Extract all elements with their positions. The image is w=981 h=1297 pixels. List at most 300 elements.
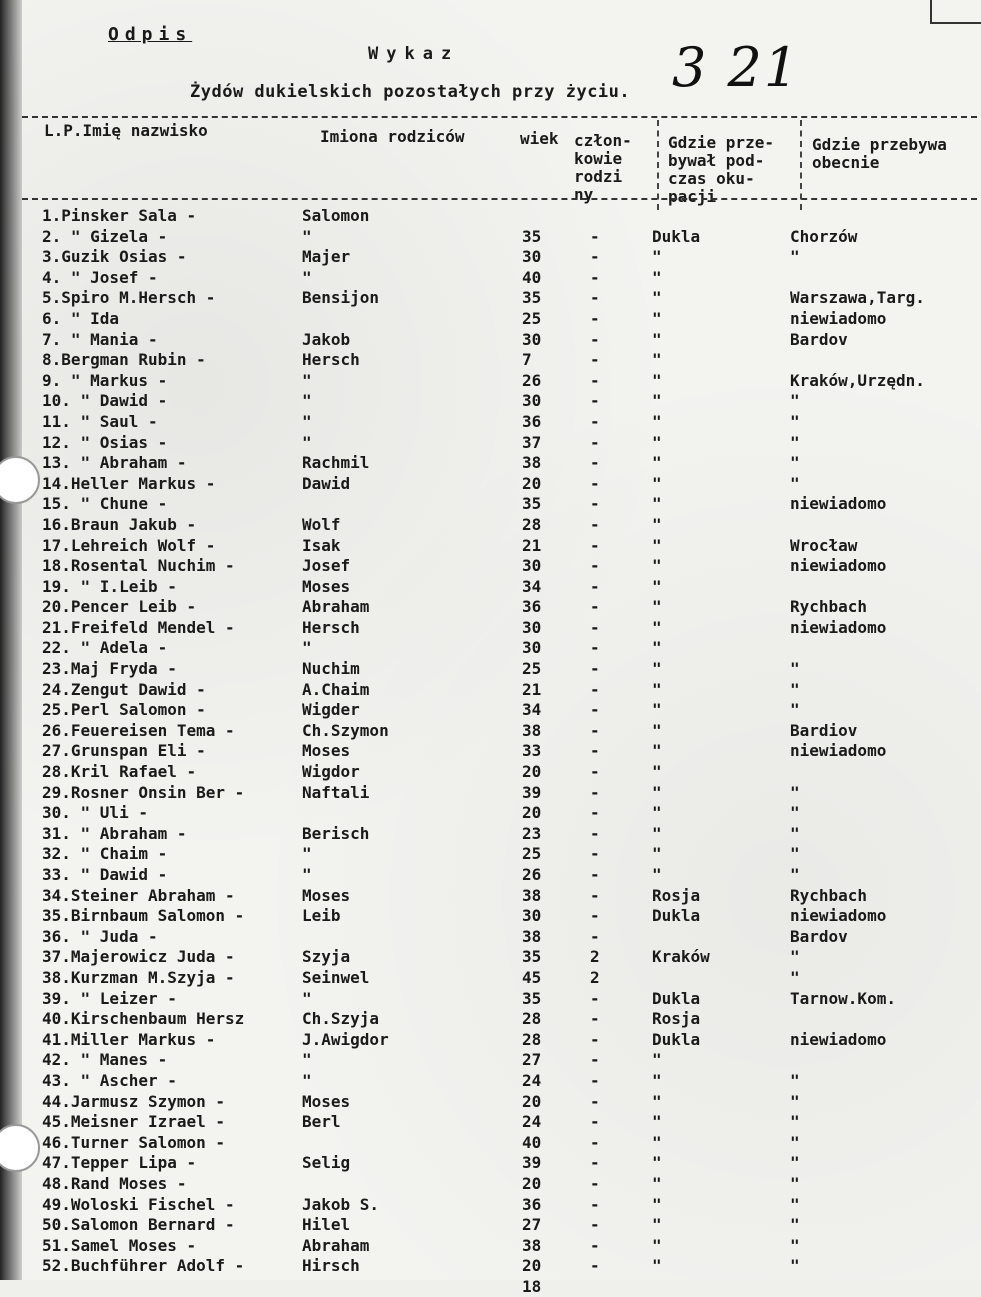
parents-names: " <box>302 226 312 246</box>
parents-names: Selig <box>302 1153 351 1173</box>
age: 27 <box>522 1215 542 1235</box>
parents-names: Berisch <box>302 823 370 843</box>
table-row <box>0 288 981 309</box>
table-row <box>0 309 981 330</box>
occupation-location: " <box>652 370 662 390</box>
family-members: - <box>590 432 600 452</box>
parents-names: Rachmil <box>302 453 370 473</box>
age: 36 <box>522 1194 542 1214</box>
current-location: " <box>790 700 800 720</box>
table-row <box>0 597 981 618</box>
age: 28 <box>522 1029 542 1049</box>
person-name: 44.Jarmusz Szymon - <box>42 1091 226 1111</box>
parents-names: Naftali <box>302 782 370 802</box>
person-name: 37.Majerowicz Juda - <box>42 947 235 967</box>
table-row <box>0 1050 981 1071</box>
family-members: - <box>590 926 600 946</box>
parents-names: " <box>302 988 312 1008</box>
col-header-parents: Imiona rodziców <box>320 127 465 146</box>
family-members: - <box>590 700 600 720</box>
current-location: niewiadomo <box>790 494 887 514</box>
person-name: 46.Turner Salomon - <box>42 1132 226 1152</box>
age: 38 <box>522 453 542 473</box>
table-row <box>0 1030 981 1051</box>
current-location: " <box>790 782 800 802</box>
parents-names: Majer <box>302 247 351 267</box>
family-members: - <box>590 1235 600 1255</box>
occupation-location: " <box>652 1091 662 1111</box>
occupation-location: " <box>652 247 662 267</box>
current-location: " <box>790 803 800 823</box>
current-location: Rychbach <box>790 885 868 905</box>
current-location: " <box>790 473 800 493</box>
age: 26 <box>522 865 542 884</box>
person-name: 4. " Josef - <box>42 267 158 287</box>
parents-names: A.Chaim <box>302 679 370 699</box>
parents-names: " <box>302 432 312 452</box>
parents-names: Wolf <box>302 514 341 534</box>
occupation-location: " <box>652 1112 662 1132</box>
age: 37 <box>522 432 542 452</box>
parents-names: Ch.Szymon <box>302 720 389 740</box>
col-header-occupation: Gdzie prze- bywał pod- czas oku- pacji <box>668 133 774 206</box>
age: 38 <box>522 926 542 946</box>
family-members: - <box>590 514 600 534</box>
table-row <box>0 1236 981 1257</box>
occupation-location: Dukla <box>652 1029 701 1049</box>
family-members: - <box>590 803 600 823</box>
person-name: 8.Bergman Rubin - <box>42 350 206 370</box>
age: 35 <box>522 947 542 967</box>
person-name: 6. " Ida <box>42 308 120 328</box>
family-members: 2 <box>590 967 600 987</box>
occupation-location: " <box>652 432 662 452</box>
current-location: " <box>790 844 800 864</box>
handwritten-number: 3 21 <box>672 36 801 99</box>
occupation-location: Rosja <box>652 885 701 905</box>
age: 35 <box>522 288 542 308</box>
table-row <box>0 762 981 783</box>
parents-names: Szyja <box>302 947 351 967</box>
occupation-location: " <box>652 659 662 679</box>
age: 36 <box>522 597 542 617</box>
table-row <box>0 1133 981 1154</box>
person-name: 30. " Uli - <box>42 803 148 823</box>
family-members: - <box>590 370 600 390</box>
age: 45 <box>522 967 542 987</box>
parents-names: " <box>302 844 312 864</box>
age: 38 <box>522 720 542 740</box>
parents-names: Hilel <box>302 1215 351 1235</box>
age: 30 <box>522 391 542 411</box>
current-location: niewiadomo <box>790 308 887 328</box>
family-members: - <box>590 1050 600 1070</box>
age: 35 <box>522 226 542 246</box>
person-name: 35.Birnbaum Salomon - <box>42 906 245 926</box>
current-location: " <box>790 432 800 452</box>
current-location: " <box>790 411 800 431</box>
family-members: - <box>590 782 600 802</box>
current-location: " <box>790 1256 800 1276</box>
current-location: niewiadomo <box>790 906 887 926</box>
header-rule-bottom <box>22 198 977 200</box>
table-row <box>0 474 981 495</box>
person-name: 52.Buchführer Adolf - <box>42 1256 245 1276</box>
age: 33 <box>522 741 542 761</box>
age: 35 <box>522 494 542 514</box>
occupation-location: " <box>652 1256 662 1276</box>
age: 24 <box>522 1070 542 1090</box>
family-members: - <box>590 411 600 431</box>
parents-names: Moses <box>302 1091 351 1111</box>
occupation-location: " <box>652 288 662 308</box>
occupation-location: " <box>652 638 662 658</box>
table-row <box>0 906 981 927</box>
parents-names: Salomon <box>302 206 370 225</box>
family-members: - <box>590 453 600 473</box>
current-location: " <box>790 1153 800 1173</box>
table-row <box>0 1112 981 1133</box>
age: 20 <box>522 762 542 782</box>
table-row <box>0 268 981 289</box>
person-name: 9. " Markus - <box>42 370 168 390</box>
current-location: Bardov <box>790 329 848 349</box>
person-name: 41.Miller Markus - <box>42 1029 216 1049</box>
person-name: 47.Tepper Lipa - <box>42 1153 197 1173</box>
parents-names: Ch.Szyja <box>302 1009 380 1029</box>
age: 26 <box>522 370 542 390</box>
person-name: 49.Woloski Fischel - <box>42 1194 235 1214</box>
person-name: 45.Meisner Izrael - <box>42 1112 226 1132</box>
current-location: niewiadomo <box>790 741 887 761</box>
table-row <box>0 824 981 845</box>
odpis-heading: Odpis <box>108 24 193 45</box>
family-members: 2 <box>590 947 600 967</box>
age: 18 <box>522 1276 542 1296</box>
age: 38 <box>522 1235 542 1255</box>
person-name: 29.Rosner Onsin Ber - <box>42 782 245 802</box>
parents-names: " <box>302 370 312 390</box>
parents-names: Abraham <box>302 1235 370 1255</box>
col-header-age: wiek <box>520 129 559 148</box>
person-name: 26.Feuereisen Tema - <box>42 720 235 740</box>
occupation-location: " <box>652 453 662 473</box>
family-members: - <box>590 1009 600 1029</box>
person-name: 28.Kril Rafael - <box>42 762 197 782</box>
col-header-current: Gdzie przebywa obecnie <box>812 135 947 172</box>
person-name: 14.Heller Markus - <box>42 473 216 493</box>
person-name: 7. " Mania - <box>42 329 158 349</box>
occupation-location: " <box>652 700 662 720</box>
family-members: - <box>590 865 600 884</box>
occupation-location: " <box>652 1050 662 1070</box>
parents-names: Moses <box>302 576 351 596</box>
person-name: 38.Kurzman M.Szyja - <box>42 967 235 987</box>
table-row <box>0 1174 981 1195</box>
family-members: - <box>590 494 600 514</box>
family-members: - <box>590 391 600 411</box>
person-name: 11. " Saul - <box>42 411 158 431</box>
family-members: - <box>590 350 600 370</box>
table-row <box>0 515 981 536</box>
age: 34 <box>522 700 542 720</box>
parents-names: " <box>302 267 312 287</box>
family-members: - <box>590 638 600 658</box>
occupation-location: " <box>652 267 662 287</box>
occupation-location: " <box>652 514 662 534</box>
current-location: Kraków,Urzędn. <box>790 370 925 390</box>
occupation-location: " <box>652 617 662 637</box>
age: 20 <box>522 1091 542 1111</box>
age: 25 <box>522 659 542 679</box>
table-row <box>0 227 981 248</box>
family-members: - <box>590 556 600 576</box>
age: 20 <box>522 473 542 493</box>
parents-names: Hersch <box>302 350 360 370</box>
current-location: Bardov <box>790 926 848 946</box>
family-members: - <box>590 741 600 761</box>
family-members: - <box>590 617 600 637</box>
table-row <box>0 1195 981 1216</box>
parents-names: Moses <box>302 741 351 761</box>
person-name: 25.Perl Salomon - <box>42 700 206 720</box>
parents-names: Nuchim <box>302 659 360 679</box>
occupation-location: " <box>652 1215 662 1235</box>
person-name: 12. " Osias - <box>42 432 168 452</box>
age: 23 <box>522 823 542 843</box>
family-members: - <box>590 1112 600 1132</box>
family-members: - <box>590 226 600 246</box>
person-name: 51.Samel Moses - <box>42 1235 197 1255</box>
table-row <box>0 968 981 989</box>
occupation-location: " <box>652 803 662 823</box>
table-row <box>0 350 981 371</box>
table-row <box>0 494 981 515</box>
person-name: 21.Freifeld Mendel - <box>42 617 235 637</box>
parents-names: " <box>302 638 312 658</box>
occupation-location: " <box>652 782 662 802</box>
current-location: " <box>790 247 800 267</box>
occupation-location: " <box>652 762 662 782</box>
family-members: - <box>590 762 600 782</box>
parents-names: Moses <box>302 885 351 905</box>
occupation-location: " <box>652 576 662 596</box>
age: 20 <box>522 1256 542 1276</box>
family-members: - <box>590 1194 600 1214</box>
family-members: - <box>590 1215 600 1235</box>
wykaz-heading: Wykaz <box>368 44 460 64</box>
age: 40 <box>522 267 542 287</box>
family-members: - <box>590 1256 600 1276</box>
occupation-location: " <box>652 329 662 349</box>
table-row <box>0 556 981 577</box>
occupation-location: " <box>652 411 662 431</box>
family-members: - <box>590 267 600 287</box>
current-location: " <box>790 391 800 411</box>
family-members: - <box>590 659 600 679</box>
occupation-location: " <box>652 865 662 884</box>
parents-names: " <box>302 1050 312 1070</box>
age: 39 <box>522 1153 542 1173</box>
parents-names: " <box>302 391 312 411</box>
parents-names: Leib <box>302 906 341 926</box>
parents-names: Wigder <box>302 700 360 720</box>
parents-names: Wigdor <box>302 762 360 782</box>
table-row <box>0 638 981 659</box>
current-location: niewiadomo <box>790 617 887 637</box>
table-row <box>0 741 981 762</box>
table-row <box>0 989 981 1010</box>
family-members: - <box>590 823 600 843</box>
table-row <box>0 1256 981 1277</box>
occupation-location: " <box>652 308 662 328</box>
table-row <box>0 618 981 639</box>
table-row <box>0 391 981 412</box>
person-name: 16.Braun Jakub - <box>42 514 197 534</box>
person-name: 39. " Leizer - <box>42 988 177 1008</box>
person-name: 50.Salomon Bernard - <box>42 1215 235 1235</box>
family-members: - <box>590 988 600 1008</box>
table-row <box>0 844 981 865</box>
parents-names: Berl <box>302 1112 341 1132</box>
corner-mark <box>930 0 981 24</box>
current-location: " <box>790 823 800 843</box>
parents-names: J.Awigdor <box>302 1029 389 1049</box>
table-row <box>0 247 981 268</box>
current-location: " <box>790 865 800 884</box>
family-members: - <box>590 597 600 617</box>
current-location: " <box>790 453 800 473</box>
current-location: niewiadomo <box>790 1029 887 1049</box>
family-members: - <box>590 679 600 699</box>
age: 30 <box>522 556 542 576</box>
table-row <box>0 412 981 433</box>
parents-names: Dawid <box>302 473 351 493</box>
occupation-location: " <box>652 494 662 514</box>
age: 30 <box>522 247 542 267</box>
table-row <box>0 680 981 701</box>
family-members: - <box>590 288 600 308</box>
family-members: - <box>590 308 600 328</box>
table-row <box>0 536 981 557</box>
parents-names: Bensijon <box>302 288 380 308</box>
age: 24 <box>522 1112 542 1132</box>
table-row <box>0 371 981 392</box>
age: 21 <box>522 679 542 699</box>
age: 20 <box>522 1173 542 1193</box>
table-row <box>0 577 981 598</box>
parents-names: Isak <box>302 535 341 555</box>
age: 28 <box>522 514 542 534</box>
table-row <box>0 803 981 824</box>
person-name: 34.Steiner Abraham - <box>42 885 235 905</box>
person-name: 36. " Juda - <box>42 926 158 946</box>
current-location: " <box>790 1194 800 1214</box>
age: 7 <box>522 350 532 370</box>
family-members: - <box>590 247 600 267</box>
age: 27 <box>522 1050 542 1070</box>
family-members: - <box>590 1091 600 1111</box>
current-location: " <box>790 1235 800 1255</box>
family-members: - <box>590 885 600 905</box>
table-row <box>0 1092 981 1113</box>
family-members: - <box>590 473 600 493</box>
current-location: " <box>790 1215 800 1235</box>
occupation-location: Dukla <box>652 226 701 246</box>
person-name: 1.Pinsker Sala - <box>42 206 197 225</box>
age: 38 <box>522 885 542 905</box>
current-location: " <box>790 1070 800 1090</box>
occupation-location: " <box>652 1235 662 1255</box>
parents-names: " <box>302 411 312 431</box>
age: 30 <box>522 617 542 637</box>
current-location: " <box>790 947 800 967</box>
occupation-location: " <box>652 1132 662 1152</box>
table-row <box>0 721 981 742</box>
occupation-location: " <box>652 741 662 761</box>
person-name: 23.Maj Fryda - <box>42 659 177 679</box>
occupation-location: " <box>652 1194 662 1214</box>
person-name: 42. " Manes - <box>42 1050 168 1070</box>
person-name: 32. " Chaim - <box>42 844 168 864</box>
table-row <box>0 1071 981 1092</box>
family-members: - <box>590 576 600 596</box>
person-name: 43. " Ascher - <box>42 1070 177 1090</box>
person-name: 33. " Dawid - <box>42 865 168 884</box>
document-subtitle: Żydów dukielskich pozostałych przy życiu. <box>190 82 631 102</box>
person-name: 10. " Dawid - <box>42 391 168 411</box>
occupation-location: " <box>652 350 662 370</box>
current-location: " <box>790 679 800 699</box>
parents-names: " <box>302 865 312 884</box>
table-row <box>0 330 981 351</box>
family-members: - <box>590 1029 600 1049</box>
age: 28 <box>522 1009 542 1029</box>
occupation-location: Dukla <box>652 906 701 926</box>
occupation-location: " <box>652 391 662 411</box>
family-members: - <box>590 535 600 555</box>
age: 20 <box>522 803 542 823</box>
occupation-location: " <box>652 1173 662 1193</box>
person-name: 2. " Gizela - <box>42 226 168 246</box>
occupation-location: " <box>652 720 662 740</box>
table-row <box>0 1215 981 1236</box>
age: 21 <box>522 535 542 555</box>
person-name: 13. " Abraham - <box>42 453 187 473</box>
current-location: Rychbach <box>790 597 868 617</box>
current-location: " <box>790 1091 800 1111</box>
table-row <box>0 783 981 804</box>
age: 39 <box>522 782 542 802</box>
person-name: 18.Rosental Nuchim - <box>42 556 235 576</box>
person-name: 5.Spiro M.Hersch - <box>42 288 216 308</box>
table-row <box>0 886 981 907</box>
occupation-location: " <box>652 823 662 843</box>
occupation-location: " <box>652 1153 662 1173</box>
person-name: 31. " Abraham - <box>42 823 187 843</box>
age: 25 <box>522 844 542 864</box>
family-members: - <box>590 329 600 349</box>
family-members: - <box>590 1153 600 1173</box>
table-row <box>0 865 981 886</box>
table-row <box>0 927 981 948</box>
parents-names: Hirsch <box>302 1256 360 1276</box>
person-name: 15. " Chune - <box>42 494 168 514</box>
parents-names: Hersch <box>302 617 360 637</box>
person-name: 24.Zengut Dawid - <box>42 679 206 699</box>
column-divider <box>800 120 802 210</box>
parents-names: Josef <box>302 556 351 576</box>
